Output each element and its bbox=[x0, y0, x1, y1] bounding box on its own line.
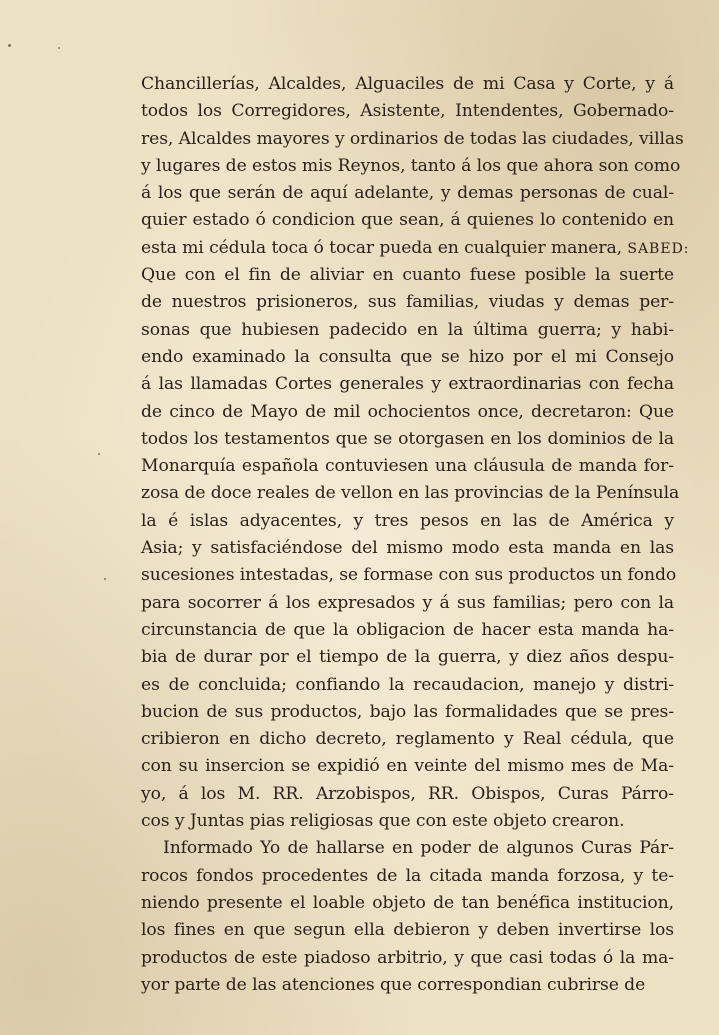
text-line: para socorrer á los expresados y á sus familias; pero con la bbox=[141, 592, 674, 613]
ink-speck bbox=[58, 47, 60, 49]
paragraph-main bbox=[141, 71, 690, 835]
text-line: bucion de sus productos, bajo las formalidades que se pres- bbox=[141, 701, 674, 722]
text-line: zosa de doce reales de vellon en las provincias de la Península bbox=[141, 483, 680, 504]
text-line: todos los testamentos que se otorgasen en los dominios de la bbox=[141, 428, 674, 449]
text-line: Que con el fin de aliviar en cuanto fuese posible la suerte bbox=[141, 265, 674, 286]
smallcaps-word: SABED: bbox=[627, 240, 690, 257]
text-line: de nuestros prisioneros, sus familias, viudas y demas per- bbox=[141, 292, 674, 313]
text-line: res, Alcaldes mayores y ordinarios de todas las ciudades, villas bbox=[141, 128, 684, 149]
text-line: sonas que hubiesen padecido en la última guerra; y habi- bbox=[141, 319, 674, 340]
ink-speck bbox=[98, 453, 100, 455]
text-line: endo examinado la consulta que se hizo por el mi Consejo bbox=[141, 346, 674, 367]
text-line: quier estado ó condicion que sean, á quienes lo contenido en bbox=[141, 210, 674, 231]
text-line: á los que serán de aquí adelante, y demas personas de cual- bbox=[141, 183, 674, 204]
text-line: Chancillerías, Alcaldes, Alguaciles de mi Casa y Corte, y á bbox=[141, 74, 674, 94]
text-line: todos los Corregidores, Asistente, Intendentes, Gobernado- bbox=[141, 101, 674, 122]
text-line: yo, á los M. RR. Arzobispos, RR. Obispos, Curas Párro- bbox=[141, 783, 674, 804]
text-line: cos y Juntas pias religiosas que con este objeto crearon. bbox=[141, 811, 625, 832]
text-line: rocos fondos procedentes de la citada manda forzosa, y te- bbox=[141, 865, 674, 886]
text-line: de cinco de Mayo de mil ochocientos once, decretaron: Que bbox=[141, 401, 674, 422]
text-line: Monarquía española contuviesen una cláusula de manda for- bbox=[141, 456, 674, 477]
text-line: esta mi cédula toca ó tocar pueda en cualquier manera, SABED: bbox=[141, 237, 690, 258]
text-line: yor parte de las atenciones que correspondian cubrirse de bbox=[141, 974, 646, 995]
text-line: Asia; y satisfaciéndose del mismo modo esta manda en las bbox=[141, 538, 674, 559]
ink-speck bbox=[8, 44, 11, 47]
text-line: á las llamadas Cortes generales y extraordinarias con fecha bbox=[141, 374, 674, 395]
text-line: circunstancia de que la obligacion de hacer esta manda ha- bbox=[141, 619, 674, 640]
text-line: los fines en que segun ella debieron y deben invertirse los bbox=[141, 920, 674, 941]
text-line: niendo presente el loable objeto de tan benéfica institucion, bbox=[141, 892, 674, 913]
text-line: la é islas adyacentes, y tres pesos en las de América y bbox=[141, 510, 674, 531]
text-line: y lugares de estos mis Reynos, tanto á los que ahora son como bbox=[141, 155, 681, 176]
text-line: productos de este piadoso arbitrio, y que casi todas ó la ma- bbox=[141, 947, 674, 968]
text-line: sucesiones intestadas, se formase con sus productos un fondo bbox=[141, 565, 677, 586]
text-line: Informado Yo de hallarse en poder de algunos Curas Pár- bbox=[163, 838, 674, 859]
text-line: cribieron en dicho decreto, reglamento y Real cédula, que bbox=[141, 729, 674, 750]
text-line: es de concluida; confiando la recaudacion, manejo y distri- bbox=[141, 674, 674, 695]
body-text bbox=[141, 71, 690, 999]
text-line: con su insercion se expidió en veinte del mismo mes de Ma- bbox=[141, 756, 674, 777]
paragraph-informado bbox=[141, 835, 674, 999]
text-line: bia de durar por el tiempo de la guerra, y diez años despu- bbox=[141, 647, 674, 668]
ink-speck bbox=[104, 578, 106, 580]
